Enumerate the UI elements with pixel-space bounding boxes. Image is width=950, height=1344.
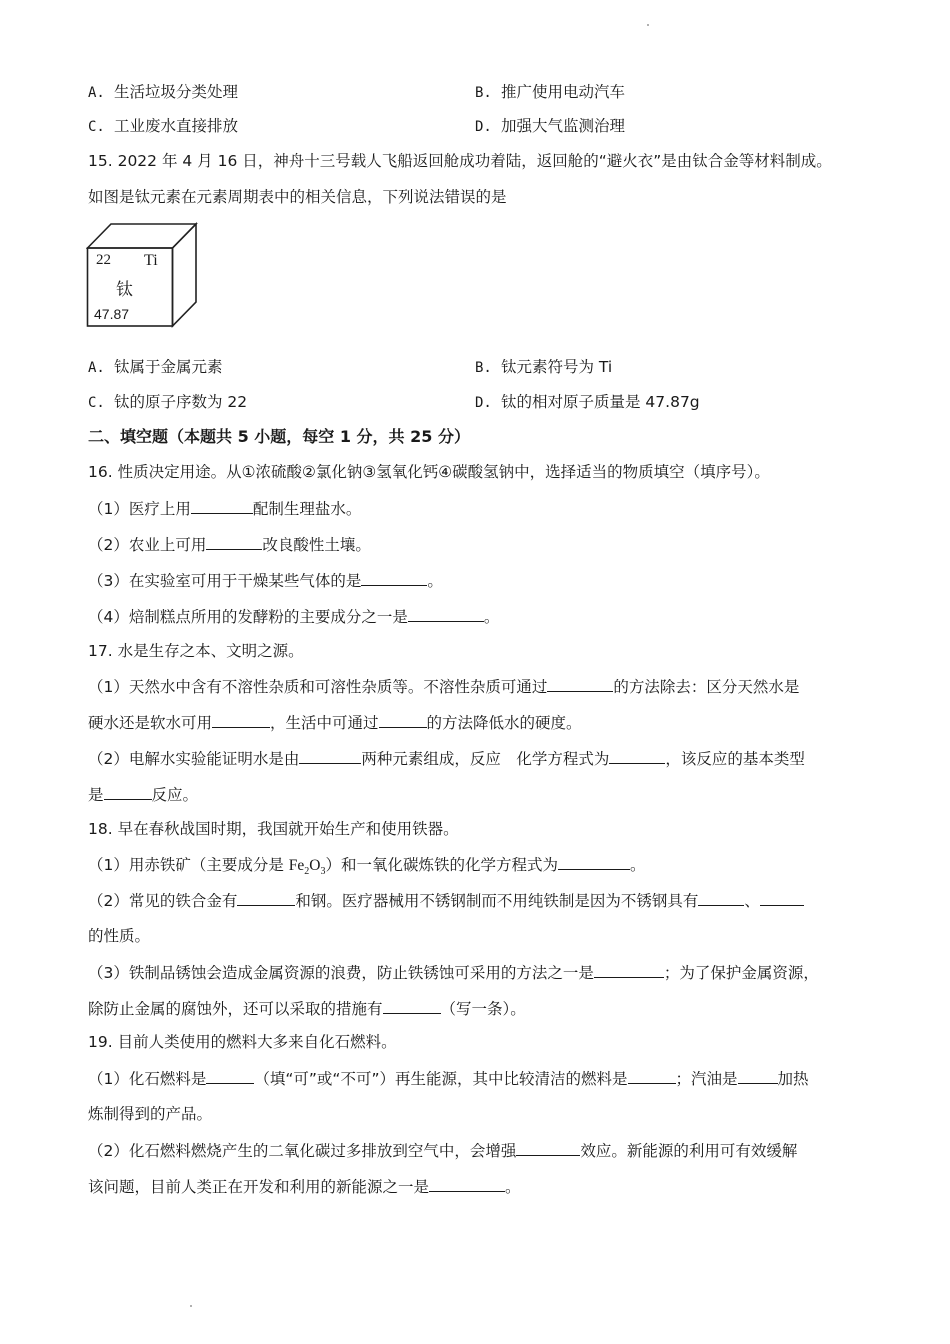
q17-part1-line2 — [88, 711, 582, 734]
text-segment: 。 — [483, 608, 500, 626]
option-letter: D. — [475, 119, 492, 135]
q16-part2 — [88, 533, 371, 556]
option-letter: C. — [88, 395, 105, 411]
q16-part3 — [88, 569, 443, 592]
q14-option-b — [475, 81, 625, 104]
text-segment: （3）铁制品锈蚀会造成金属资源的浪费，防止铁锈蚀可采用的方法之一是 — [88, 964, 594, 982]
text-segment: （1）医疗上用 — [88, 500, 191, 518]
option-text: 加强大气监测治理 — [501, 117, 626, 135]
text-segment: 的方法降低水的硬度。 — [426, 714, 582, 732]
answer-blank[interactable] — [628, 1067, 676, 1084]
q16-part1 — [88, 497, 361, 520]
option-text: 生活垃圾分类处理 — [114, 83, 239, 101]
section-title: 二、填空题（本题共 5 小题，每空 1 分，共 25 分） — [88, 427, 470, 446]
option-text: 钛的原子序数为 22 — [114, 393, 248, 411]
q18-part1 — [88, 853, 646, 883]
text-segment: （1）用赤铁矿（主要成分是 — [88, 856, 289, 874]
q15-option-b — [475, 356, 612, 379]
option-text: 钛元素符号为 Ti — [501, 358, 613, 376]
q15-option-d — [475, 391, 700, 414]
q18-part3-line2 — [88, 997, 526, 1020]
formula-subscript: 2 — [304, 866, 310, 878]
option-letter: B. — [475, 85, 492, 101]
q15-option-a — [88, 356, 223, 379]
option-text: 钛属于金属元素 — [114, 358, 223, 376]
option-text: 工业废水直接排放 — [114, 117, 239, 135]
text-segment: 改良酸性土壤。 — [262, 536, 371, 554]
q19-part2-line1 — [88, 1139, 797, 1162]
text-segment: 、 — [744, 892, 760, 910]
text-segment: 效应。新能源的利用可有效缓解 — [580, 1142, 798, 1160]
text-segment: （写一条）。 — [440, 1000, 526, 1018]
q17-part2-line2 — [88, 783, 198, 806]
page-mark — [647, 24, 649, 26]
q18-stem: 18. 早在春秋战国时期，我国就开始生产和使用铁器。 — [88, 820, 459, 838]
element-name: 钛 — [116, 280, 133, 300]
text-segment: ，生活中可通过 — [270, 714, 379, 732]
text-segment: （1）化石燃料是 — [88, 1070, 207, 1088]
q14-option-d — [475, 115, 625, 138]
answer-blank[interactable] — [594, 961, 664, 978]
option-text: 推广使用电动汽车 — [501, 83, 626, 101]
formula-o: O — [309, 857, 321, 874]
answer-blank[interactable] — [361, 569, 427, 586]
text-segment: （2）农业上可用 — [88, 536, 207, 554]
text-segment: （2）电解水实验能证明水是由 — [88, 750, 300, 768]
q14-option-c — [88, 115, 238, 138]
q16-part4 — [88, 605, 499, 628]
option-letter: B. — [475, 360, 492, 376]
text-segment: 两种元素组成，反应 化学方程式为 — [361, 750, 610, 768]
q19-part1-line1 — [88, 1067, 809, 1090]
text-segment: 的方法除去：区分天然水是 — [613, 678, 800, 696]
answer-blank[interactable] — [191, 497, 253, 514]
q15-option-c — [88, 391, 247, 414]
text-segment: ；汽油是 — [675, 1070, 738, 1088]
formula-subscript: 3 — [320, 866, 326, 878]
answer-blank[interactable] — [609, 747, 665, 764]
answer-blank[interactable] — [206, 1067, 254, 1084]
answer-blank[interactable] — [104, 783, 152, 800]
atomic-number: 22 — [96, 252, 111, 268]
q19-part2-line2 — [88, 1175, 521, 1198]
answer-blank[interactable] — [558, 853, 630, 870]
q19-part1-line2: 炼制得到的产品。 — [88, 1105, 213, 1123]
text-segment: 加热 — [777, 1070, 809, 1088]
q14-option-a — [88, 81, 238, 104]
answer-blank[interactable] — [738, 1067, 778, 1084]
q19-stem: 19. 目前人类使用的燃料大多来自化石燃料。 — [88, 1033, 397, 1051]
text-segment: 是 — [88, 786, 104, 804]
q17-stem: 17. 水是生存之本、文明之源。 — [88, 642, 304, 660]
answer-blank[interactable] — [383, 997, 441, 1014]
option-letter: A. — [88, 360, 105, 376]
answer-blank[interactable] — [516, 1139, 580, 1156]
option-letter: D. — [475, 395, 492, 411]
text-segment: （3）在实验室可用于干燥某些气体的是 — [88, 572, 362, 590]
text-segment: 反应。 — [151, 786, 199, 804]
q17-part1-line1 — [88, 675, 799, 698]
text-segment: （填“可”或“不可”）再生能源，其中比较清洁的燃料是 — [254, 1070, 628, 1088]
text-segment: 除防止金属的腐蚀外，还可以采取的措施有 — [88, 1000, 383, 1018]
option-letter: C. — [88, 119, 105, 135]
titanium-element-card — [86, 222, 198, 328]
answer-blank[interactable] — [698, 889, 744, 906]
text-segment: ；为了保护金属资源， — [663, 964, 819, 982]
text-segment: （4）焙制糕点所用的发酵粉的主要成分之一是 — [88, 608, 408, 626]
text-segment: ，该反应的基本类型 — [665, 750, 805, 768]
text-segment: 和钢。医疗器械用不锈钢制而不用纯铁制是因为不锈钢具有 — [295, 892, 699, 910]
page-mark — [190, 1305, 192, 1307]
atomic-mass: 47.87 — [94, 306, 130, 322]
q15-stem-line2: 如图是钛元素在元素周期表中的相关信息，下列说法错误的是 — [88, 188, 507, 206]
formula-fe: Fe — [288, 857, 305, 874]
answer-blank[interactable] — [212, 711, 270, 728]
text-segment: （1）天然水中含有不溶性杂质和可溶性杂质等。不溶性杂质可通过 — [88, 678, 548, 696]
answer-blank[interactable] — [408, 605, 484, 622]
answer-blank[interactable] — [547, 675, 613, 692]
answer-blank[interactable] — [237, 889, 295, 906]
text-segment: 。 — [427, 572, 443, 590]
q18-part2-line2: 的性质。 — [88, 927, 151, 945]
text-segment: 。 — [630, 856, 646, 874]
q17-part2-line1 — [88, 747, 805, 770]
q15-stem-line1: 15. 2022 年 4 月 16 日，神舟十三号载人飞船返回舱成功着陆，返回舱的“避火衣”是由钛合金等材料制成。 — [88, 152, 832, 170]
text-segment: 该问题，目前人类正在开发和利用的新能源之一是 — [88, 1178, 430, 1196]
element-symbol: Ti — [144, 252, 158, 269]
text-segment: 配制生理盐水。 — [252, 500, 362, 518]
text-segment: 硬水还是软水可用 — [88, 714, 213, 732]
text-segment: （2）化石燃料燃烧产生的二氧化碳过多排放到空气中，会增强 — [88, 1142, 517, 1160]
answer-blank[interactable] — [206, 533, 262, 550]
answer-blank[interactable] — [429, 1175, 505, 1192]
text-segment: ）和一氧化碳炼铁的化学方程式为 — [325, 856, 559, 874]
answer-blank[interactable] — [379, 711, 427, 728]
q18-part2-line1 — [88, 889, 804, 912]
q18-part3-line1 — [88, 961, 819, 984]
q16-stem: 16. 性质决定用途。从①浓硫酸②氯化钠③氢氧化钙④碳酸氢钠中，选择适当的物质填空（填序号）。 — [88, 463, 770, 481]
text-segment: 。 — [505, 1178, 521, 1196]
answer-blank[interactable] — [299, 747, 361, 764]
text-segment: （2）常见的铁合金有 — [88, 892, 238, 910]
answer-blank[interactable] — [760, 889, 804, 906]
option-text: 钛的相对原子质量是 47.87g — [501, 393, 700, 411]
option-letter: A. — [88, 85, 105, 101]
